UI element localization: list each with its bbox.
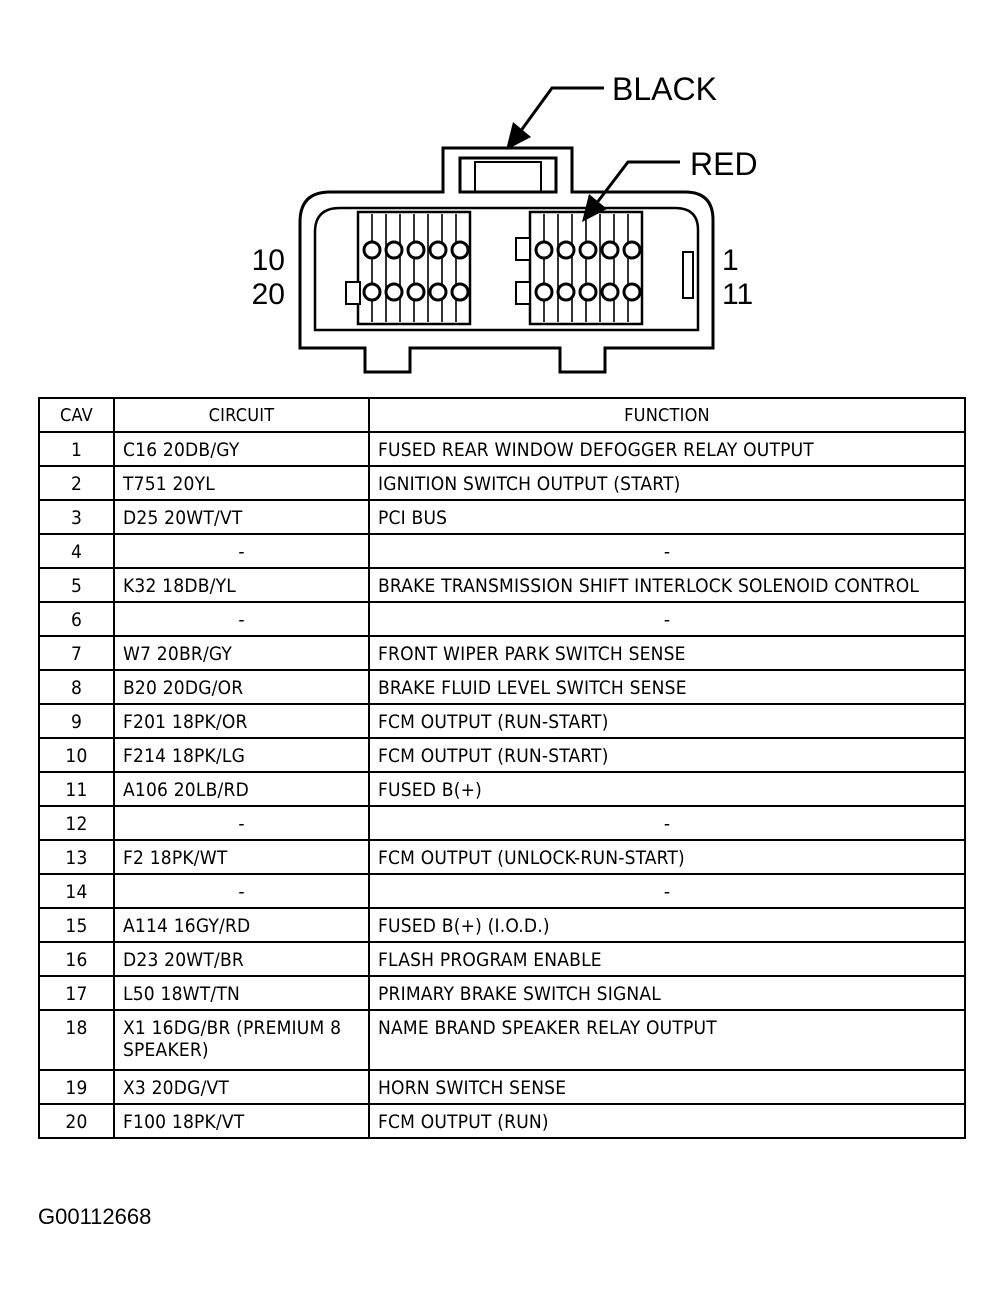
table-row: [39, 908, 965, 942]
pin-8: [408, 242, 424, 258]
cav-cell: 18: [39, 1010, 114, 1070]
function-cell: BRAKE TRANSMISSION SHIFT INTERLOCK SOLENOID CONTROL: [369, 568, 965, 602]
pin-19: [386, 284, 402, 300]
table-row: [39, 500, 965, 534]
connector-housing: [300, 148, 713, 372]
table-row: [39, 1104, 965, 1138]
function-cell: FUSED REAR WINDOW DEFOGGER RELAY OUTPUT: [369, 432, 965, 466]
function-header: FUNCTION: [369, 398, 965, 432]
function-cell: PRIMARY BRAKE SWITCH SIGNAL: [369, 976, 965, 1010]
table-row: [39, 874, 965, 908]
function-cell: -: [369, 806, 965, 840]
table-row: [39, 738, 965, 772]
circuit-cell: X1 16DG/BR (PREMIUM 8 SPEAKER): [114, 1010, 369, 1070]
pin-out-table: [38, 397, 966, 1139]
circuit-cell: F214 18PK/LG: [114, 738, 369, 772]
table-row: [39, 534, 965, 568]
red-arrowhead: [582, 194, 607, 222]
circuit-cell: B20 20DG/OR: [114, 670, 369, 704]
cav-cell: 2: [39, 466, 114, 500]
table-row: [39, 806, 965, 840]
function-cell: BRAKE FLUID LEVEL SWITCH SENSE: [369, 670, 965, 704]
pin-4: [558, 242, 574, 258]
function-cell: -: [369, 602, 965, 636]
function-cell: FCM OUTPUT (RUN): [369, 1104, 965, 1138]
circuit-cell: A106 20LB/RD: [114, 772, 369, 806]
circuit-cell: L50 18WT/TN: [114, 976, 369, 1010]
cav-cell: 17: [39, 976, 114, 1010]
function-cell: FCM OUTPUT (RUN-START): [369, 738, 965, 772]
pin-9: [386, 242, 402, 258]
cav-cell: 9: [39, 704, 114, 738]
cav-cell: 20: [39, 1104, 114, 1138]
black-leader-line: [520, 88, 604, 132]
connector-diagram: [0, 0, 1003, 395]
pin-15: [536, 284, 552, 300]
pin-13: [580, 284, 596, 300]
cav-cell: 16: [39, 942, 114, 976]
function-cell: PCI BUS: [369, 500, 965, 534]
cavity-label-10: 10: [251, 244, 285, 277]
side-tab: [683, 252, 693, 298]
function-cell: NAME BRAND SPEAKER RELAY OUTPUT: [369, 1010, 965, 1070]
cavity-label-11: 11: [722, 278, 754, 311]
pin-16: [452, 284, 468, 300]
function-cell: IGNITION SWITCH OUTPUT (START): [369, 466, 965, 500]
table-row: [39, 602, 965, 636]
cav-cell: 6: [39, 602, 114, 636]
circuit-cell: W7 20BR/GY: [114, 636, 369, 670]
circuit-cell: D25 20WT/VT: [114, 500, 369, 534]
circuit-header: CIRCUIT: [114, 398, 369, 432]
table-row: [39, 976, 965, 1010]
function-cell: -: [369, 874, 965, 908]
circuit-cell: -: [114, 534, 369, 568]
pin-18: [408, 284, 424, 300]
function-cell: FRONT WIPER PARK SWITCH SENSE: [369, 636, 965, 670]
pin-20: [364, 284, 380, 300]
black-wire-label: BLACK: [612, 71, 717, 107]
circuit-cell: F2 18PK/WT: [114, 840, 369, 874]
pin-7: [430, 242, 446, 258]
function-cell: FUSED B(+): [369, 772, 965, 806]
cav-cell: 3: [39, 500, 114, 534]
cav-cell: 7: [39, 636, 114, 670]
table-row: [39, 568, 965, 602]
cav-header: CAV: [39, 398, 114, 432]
cav-cell: 15: [39, 908, 114, 942]
function-cell: FLASH PROGRAM ENABLE: [369, 942, 965, 976]
pin-11: [624, 284, 640, 300]
cavity-label-20: 20: [251, 278, 285, 311]
table-row: [39, 670, 965, 704]
cav-cell: 14: [39, 874, 114, 908]
circuit-cell: C16 20DB/GY: [114, 432, 369, 466]
table-row: [39, 636, 965, 670]
function-cell: HORN SWITCH SENSE: [369, 1070, 965, 1104]
pin-10: [364, 242, 380, 258]
function-cell: -: [369, 534, 965, 568]
cav-cell: 5: [39, 568, 114, 602]
cav-cell: 1: [39, 432, 114, 466]
pin-12: [602, 284, 618, 300]
figure-id: G00112668: [38, 1204, 152, 1229]
circuit-cell: T751 20YL: [114, 466, 369, 500]
function-cell: FCM OUTPUT (UNLOCK-RUN-START): [369, 840, 965, 874]
circuit-cell: A114 16GY/RD: [114, 908, 369, 942]
cavity-label-1: 1: [722, 244, 739, 277]
table-row: [39, 1010, 965, 1070]
pin-6: [452, 242, 468, 258]
pin-3: [580, 242, 596, 258]
pin-17: [430, 284, 446, 300]
table-row: [39, 840, 965, 874]
circuit-cell: D23 20WT/BR: [114, 942, 369, 976]
circuit-cell: F100 18PK/VT: [114, 1104, 369, 1138]
circuit-cell: F201 18PK/OR: [114, 704, 369, 738]
table-header-row: [39, 398, 965, 432]
red-leader-line: [596, 162, 680, 204]
circuit-cell: -: [114, 806, 369, 840]
cav-cell: 8: [39, 670, 114, 704]
pin-2: [602, 242, 618, 258]
function-cell: FCM OUTPUT (RUN-START): [369, 704, 965, 738]
cav-cell: 12: [39, 806, 114, 840]
pin-5: [536, 242, 552, 258]
table-row: [39, 1070, 965, 1104]
cav-cell: 10: [39, 738, 114, 772]
red-wire-label: RED: [690, 146, 758, 182]
circuit-cell: -: [114, 874, 369, 908]
cav-cell: 19: [39, 1070, 114, 1104]
table-row: [39, 942, 965, 976]
table-row: [39, 466, 965, 500]
circuit-cell: -: [114, 602, 369, 636]
table-row: [39, 432, 965, 466]
pin-14: [558, 284, 574, 300]
pin-1: [624, 242, 640, 258]
circuit-cell: K32 18DB/YL: [114, 568, 369, 602]
latch-inner: [475, 162, 541, 192]
cav-cell: 11: [39, 772, 114, 806]
function-cell: FUSED B(+) (I.O.D.): [369, 908, 965, 942]
table-row: [39, 704, 965, 738]
black-arrowhead: [506, 122, 531, 150]
circuit-cell: X3 20DG/VT: [114, 1070, 369, 1104]
table-row: [39, 772, 965, 806]
cav-cell: 13: [39, 840, 114, 874]
cav-cell: 4: [39, 534, 114, 568]
